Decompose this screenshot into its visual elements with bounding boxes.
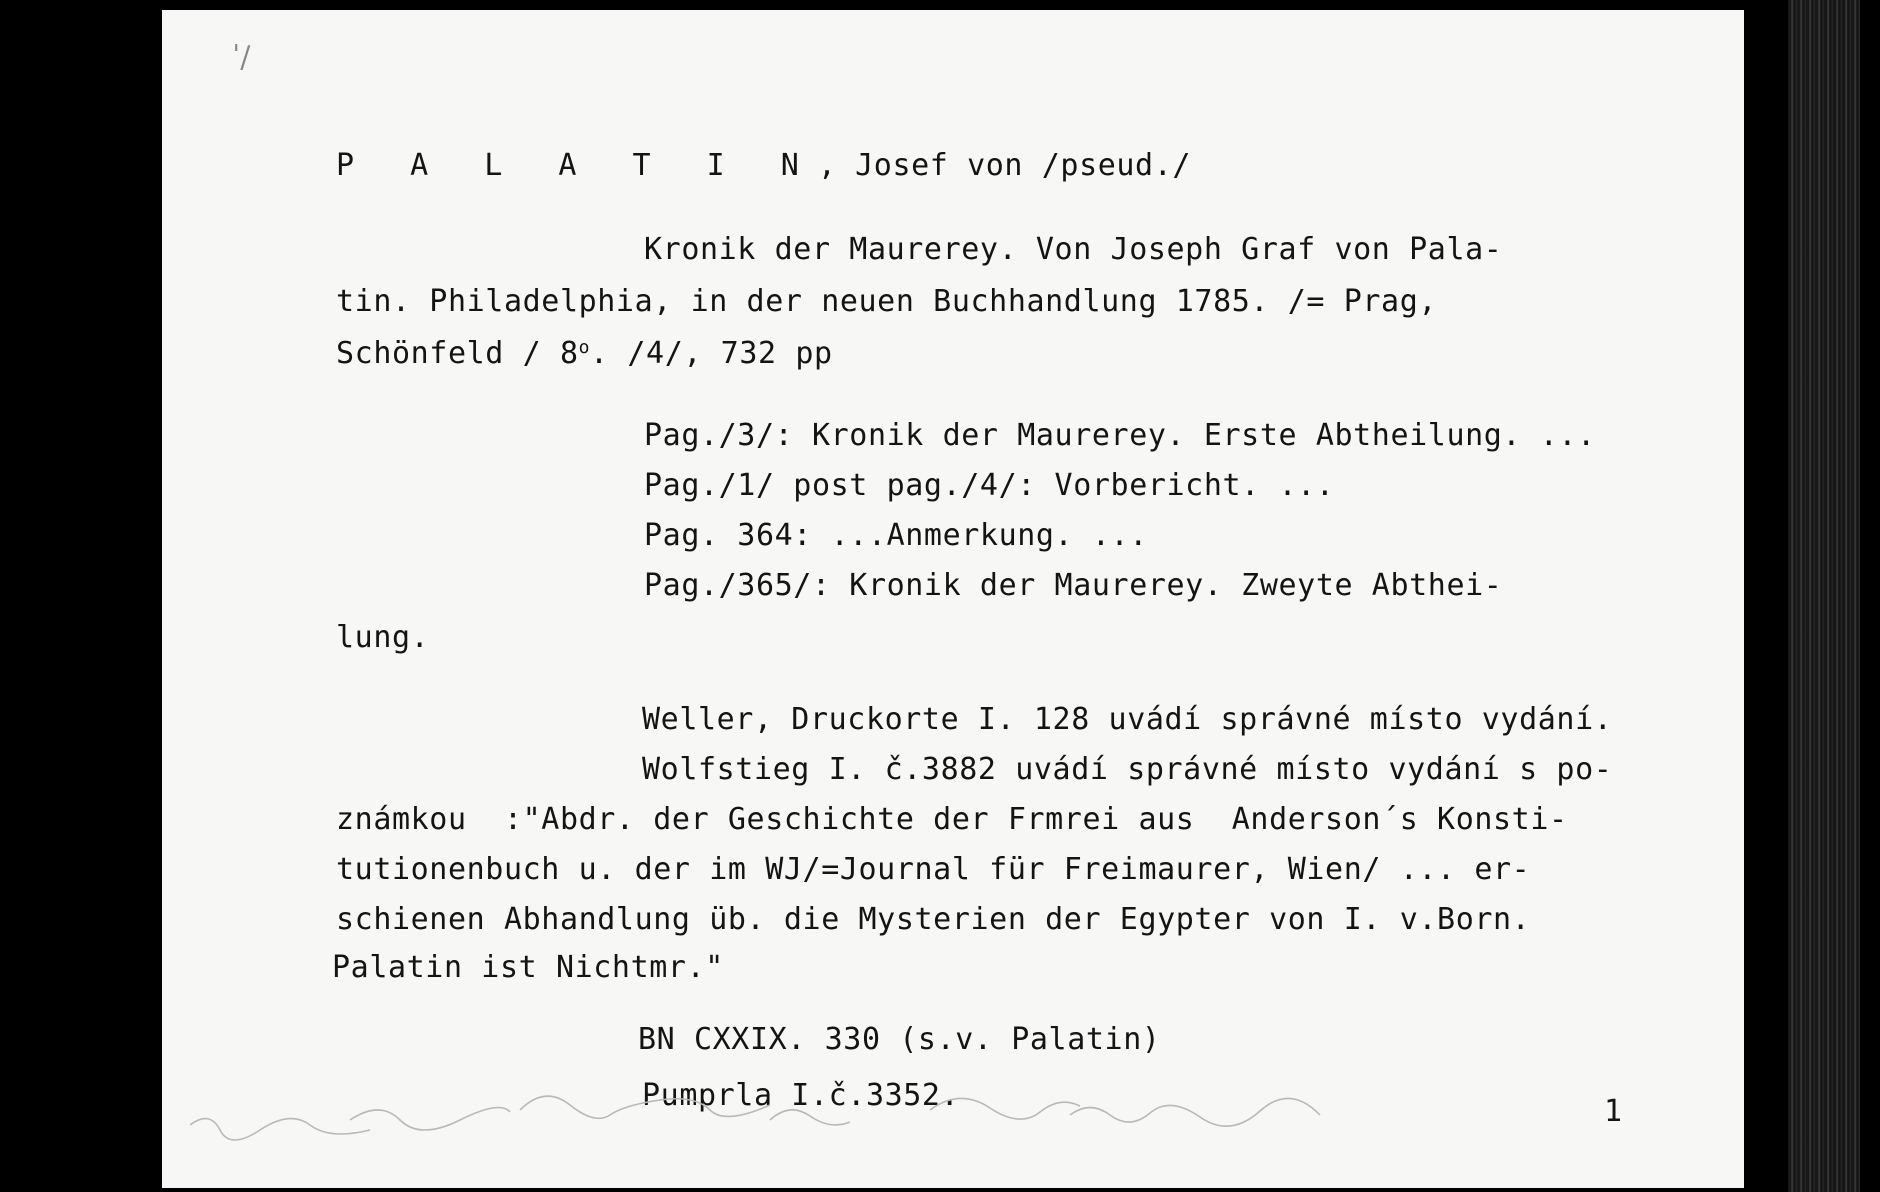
note-line-5: schienen Abhandlung üb. die Mysterien der Egypter von I. v.Born. bbox=[336, 902, 1531, 937]
note-line-6: Palatin ist Nichtmr." bbox=[332, 950, 724, 985]
handwritten-annotation bbox=[190, 1070, 1490, 1150]
description-line-3 bbox=[336, 336, 833, 372]
note-line-2: Wolfstieg I. č.3882 uvádí správné místo vydání s po- bbox=[642, 752, 1613, 787]
scan-edge-strip bbox=[1788, 0, 1860, 1192]
note-line-4: tutionenbuch u. der im WJ/=Journal für Freimaurer, Wien/ ... er- bbox=[336, 852, 1531, 887]
description-line-1: Kronik der Maurerey. Von Joseph Graf von Pala- bbox=[644, 232, 1503, 267]
pagination-line-2: Pag./1/ post pag./4/: Vorbericht. ... bbox=[644, 468, 1335, 503]
note-line-3: známkou :"Abdr. der Geschichte der Frmrei aus Anderson´s Konsti- bbox=[336, 802, 1568, 837]
reference-bn: BN CXXIX. 330 (s.v. Palatin) bbox=[638, 1022, 1161, 1057]
pagination-line-3: Pag. 364: ...Anmerkung. ... bbox=[644, 518, 1148, 553]
reference-pumprla: Pumprla I.č.3352. bbox=[642, 1078, 960, 1113]
note-line-1: Weller, Druckorte I. 128 uvádí správné místo vydání. bbox=[642, 702, 1613, 737]
margin-pencil-mark: ˈ/ bbox=[232, 40, 251, 75]
description-line-2: tin. Philadelphia, in der neuen Buchhandlung 1785. /= Prag, bbox=[336, 284, 1438, 319]
card-page-number: 1 bbox=[1604, 1094, 1623, 1129]
card-heading bbox=[336, 148, 1191, 184]
description-line-3b: . /4/, 732 pp bbox=[590, 336, 833, 371]
pagination-line-4: Pag./365/: Kronik der Maurerey. Zweyte Abthei- bbox=[644, 568, 1503, 603]
pagination-line-1: Pag./3/: Kronik der Maurerey. Erste Abtheilung. ... bbox=[644, 418, 1596, 453]
format-superscript: o bbox=[578, 337, 591, 358]
author-surname: P A L A T I N bbox=[336, 148, 818, 183]
author-rest: , Josef von /pseud./ bbox=[817, 148, 1192, 183]
description-line-3a: Schönfeld / 8 bbox=[336, 336, 579, 371]
pagination-line-5: lung. bbox=[336, 620, 430, 655]
